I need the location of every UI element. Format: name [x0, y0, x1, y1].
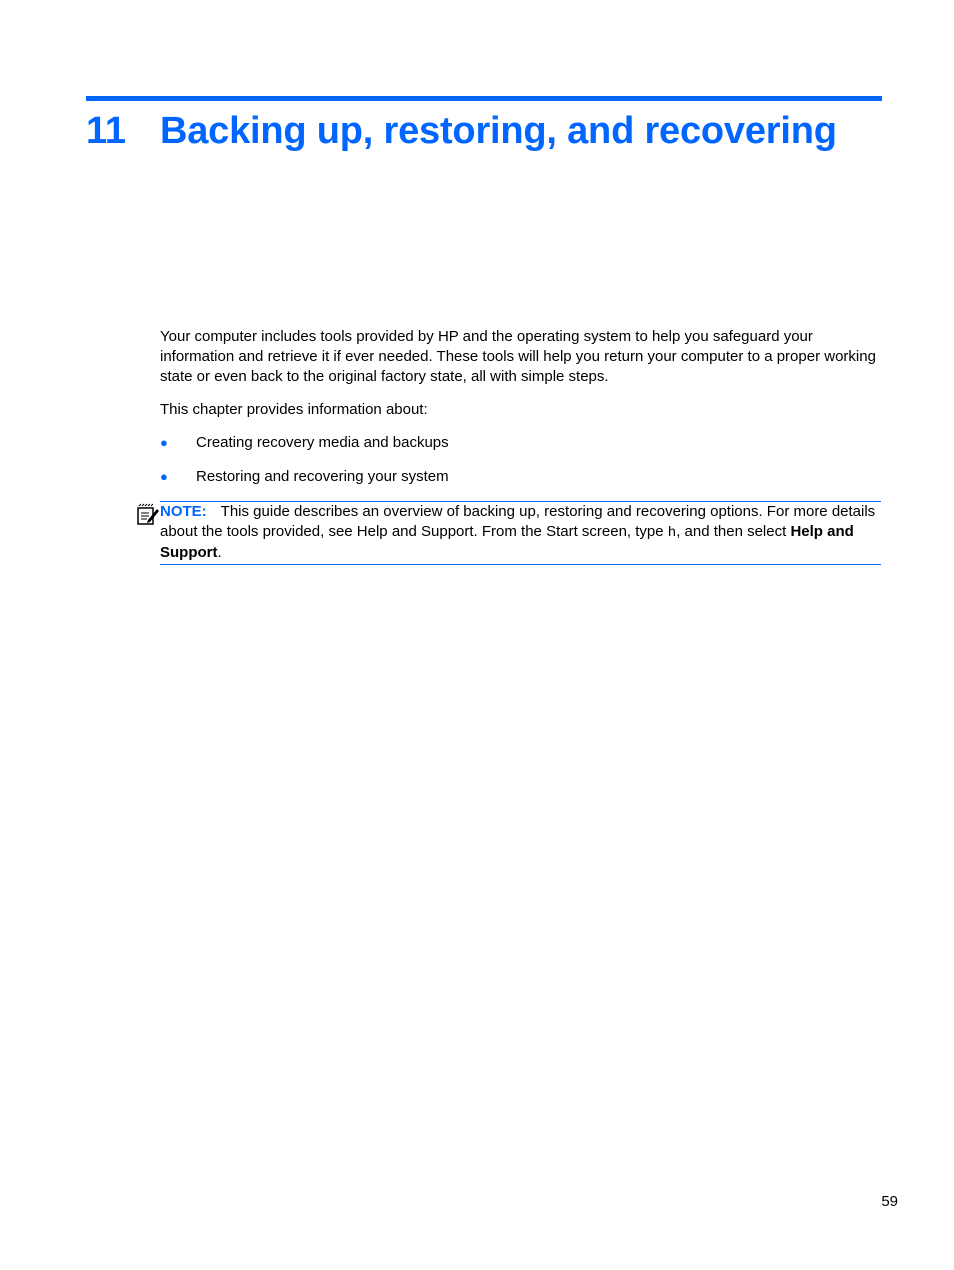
note-icon [136, 502, 160, 526]
note-code: h [667, 525, 677, 541]
chapter-title-text: Backing up, restoring, and recovering [160, 110, 837, 152]
note-strong: Help and Support [160, 523, 854, 561]
list-item-text: Restoring and recovering your system [196, 468, 449, 485]
chapter-rule [86, 96, 882, 101]
note-text: This guide describes an overview of backing up, restoring and recovering options. For more details about the tools provided, see Help and Support. From the Start screen, type [160, 503, 876, 540]
note-text: , and then select [676, 523, 791, 540]
note-box [160, 501, 881, 565]
note-text: . [217, 544, 222, 561]
chapter-number: 11 [86, 110, 126, 152]
intro-paragraph: Your computer includes tools provided by HP and the operating system to help you safeguard your information and retrieve it if ever needed. These tools will help you return your computer to a proper working state or even back to the original factory state, all with simple steps. [160, 328, 876, 385]
page-number: 59 [881, 1193, 898, 1210]
lead-paragraph: This chapter provides information about: [160, 401, 428, 418]
bullet-icon: ● [160, 435, 168, 450]
list-item-text: Creating recovery media and backups [196, 434, 449, 451]
note-label: NOTE: [160, 503, 207, 520]
bullet-icon: ● [160, 469, 168, 484]
chapter-title [86, 106, 837, 156]
